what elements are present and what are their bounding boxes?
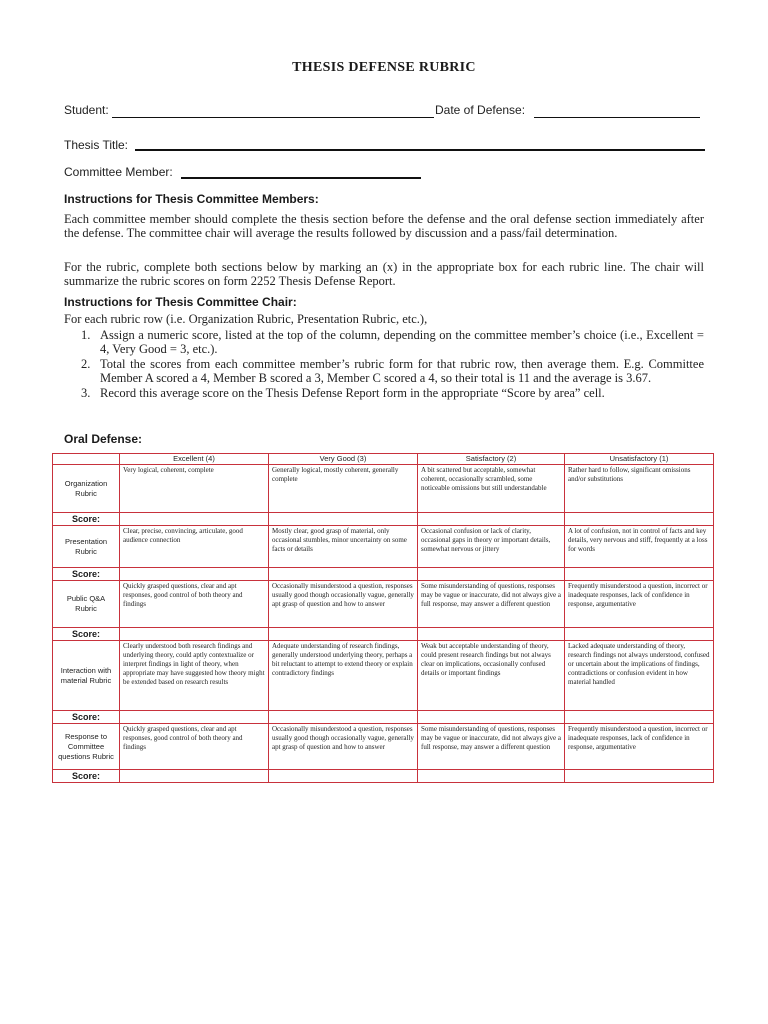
date-field[interactable] (534, 117, 700, 118)
table-row (53, 581, 714, 628)
score-cell[interactable] (418, 628, 565, 641)
rubric-cell[interactable]: Generally logical, mostly coherent, generally complete (269, 465, 418, 513)
score-row (53, 770, 714, 783)
score-cell[interactable] (565, 628, 714, 641)
score-label: Score: (53, 711, 120, 724)
rubric-cell[interactable]: Weak but acceptable understanding of theory, could present research findings but not always clear on implications, occasionally confused details or important findings (418, 641, 565, 711)
score-row (53, 568, 714, 581)
row-label-response-to-committee: Response to Committee questions Rubric (53, 724, 120, 770)
step-text: Record this average score on the Thesis Defense Report form in the appropriate “Score by area” cell. (100, 386, 605, 400)
score-cell[interactable] (120, 628, 269, 641)
score-cell[interactable] (269, 770, 418, 783)
table-row (53, 641, 714, 711)
step-text: Total the scores from each committee member’s rubric form for that rubric row, then average them. E.g. Committee Member A scored a 4, Member B scored a 3, Member C scored a 4, so their total is 11 and the average is 3.67. (100, 357, 704, 385)
score-cell[interactable] (565, 770, 714, 783)
committee-member-field[interactable] (181, 177, 421, 179)
step-text: Assign a numeric score, listed at the top of the column, depending on the committee member’s choice (i.e., Excellent = 4, Very Good = 3, etc.). (100, 328, 704, 356)
rubric-cell[interactable]: Occasionally misunderstood a question, responses usually good though occasionally vague, generally apt grasp of question and how to answer (269, 724, 418, 770)
rubric-cell[interactable]: Adequate understanding of research findings, generally understood underlying theory, perhaps a bit reluctant to attempt to extend theory or explain contradictory findings (269, 641, 418, 711)
rubric-cell[interactable]: Occasionally misunderstood a question, responses usually good though occasionally vague, generally apt grasp of question and how to answer (269, 581, 418, 628)
rubric-cell[interactable]: Lacked adequate understanding of theory, research findings not always understood, confused or uncertain about the implications of findings, contradictions or confusion evident in how material handled (565, 641, 714, 711)
corner-cell (53, 454, 120, 465)
step-number: 1. (81, 328, 91, 342)
score-label: Score: (53, 568, 120, 581)
members-instructions-para2: For the rubric, complete both sections below by marking an (x) in the appropriate box for each rubric line. The chair will summarize the rubric scores on form 2252 Thesis Defense Report. (64, 260, 704, 288)
chair-step (81, 329, 704, 356)
score-cell[interactable] (418, 568, 565, 581)
rubric-cell[interactable]: Occasional confusion or lack of clarity, occasional gaps in theory or important details, somewhat nervous or jittery (418, 526, 565, 568)
score-label: Score: (53, 628, 120, 641)
chair-steps-list (81, 329, 704, 403)
student-label: Student: (64, 103, 109, 117)
rubric-cell[interactable]: Quickly grasped questions, clear and apt responses, good control of both theory and findings (120, 581, 269, 628)
row-label-interaction: Interaction with material Rubric (53, 641, 120, 711)
column-header-unsatisfactory: Unsatisfactory (1) (565, 454, 714, 465)
score-row (53, 711, 714, 724)
score-row (53, 513, 714, 526)
student-field[interactable] (112, 117, 434, 118)
rubric-cell[interactable]: Rather hard to follow, significant omissions and/or substitutions (565, 465, 714, 513)
score-cell[interactable] (120, 770, 269, 783)
score-cell[interactable] (269, 628, 418, 641)
row-label-public-qa: Public Q&A Rubric (53, 581, 120, 628)
score-cell[interactable] (120, 711, 269, 724)
row-label-organization: Organization Rubric (53, 465, 120, 513)
chair-step (81, 358, 704, 385)
thesis-title-label: Thesis Title: (64, 138, 129, 152)
score-label: Score: (53, 513, 120, 526)
column-header-satisfactory: Satisfactory (2) (418, 454, 565, 465)
score-cell[interactable] (565, 711, 714, 724)
committee-member-label: Committee Member: (64, 165, 173, 179)
rubric-cell[interactable]: Frequently misunderstood a question, incorrect or inadequate responses, lack of confidence in response, argumentative (565, 724, 714, 770)
rubric-cell[interactable]: Some misunderstanding of questions, responses may be vague or inaccurate, did not always give a full response, may answer a different question (418, 581, 565, 628)
score-cell[interactable] (565, 513, 714, 526)
step-number: 3. (81, 386, 91, 400)
thesis-title-field[interactable] (135, 149, 705, 151)
rubric-cell[interactable]: Very logical, coherent, complete (120, 465, 269, 513)
table-row (53, 465, 714, 513)
table-header-row (53, 454, 714, 465)
row-label-presentation: Presentation Rubric (53, 526, 120, 568)
score-cell[interactable] (120, 568, 269, 581)
rubric-cell[interactable]: A lot of confusion, not in control of facts and key details, very nervous and stiff, frequently at a loss for words (565, 526, 714, 568)
table-row (53, 526, 714, 568)
step-number: 2. (81, 357, 91, 371)
score-cell[interactable] (418, 770, 565, 783)
date-label: Date of Defense: (435, 103, 526, 117)
members-instructions-heading: Instructions for Thesis Committee Members: (64, 192, 319, 206)
document-title: THESIS DEFENSE RUBRIC (292, 60, 476, 75)
oral-defense-rubric-table (52, 453, 714, 783)
score-label: Score: (53, 770, 120, 783)
score-cell[interactable] (418, 513, 565, 526)
chair-instructions-heading: Instructions for Thesis Committee Chair: (64, 295, 297, 309)
score-cell[interactable] (269, 513, 418, 526)
rubric-cell[interactable]: Some misunderstanding of questions, responses may be vague or inaccurate, did not always give a full response, may answer a different question (418, 724, 565, 770)
column-header-excellent: Excellent (4) (120, 454, 269, 465)
rubric-cell[interactable]: Quickly grasped questions, clear and apt responses, good control of both theory and findings (120, 724, 269, 770)
members-instructions-para1: Each committee member should complete the thesis section before the defense and the oral defense section immediately after the defense. The committee chair will average the results followed by discussion and a pass/fail determination. (64, 212, 704, 240)
score-cell[interactable] (120, 513, 269, 526)
score-row (53, 628, 714, 641)
rubric-cell[interactable]: Clearly understood both research findings and underlying theory, could aptly contextualize or interpret findings in light of theory, when appropriate may have suggested how theory might be extended based on research results (120, 641, 269, 711)
score-cell[interactable] (418, 711, 565, 724)
chair-instructions-intro: For each rubric row (i.e. Organization Rubric, Presentation Rubric, etc.), (64, 312, 428, 326)
rubric-cell[interactable]: Frequently misunderstood a question, incorrect or inadequate responses, lack of confidence in response, argumentative (565, 581, 714, 628)
table-row (53, 724, 714, 770)
score-cell[interactable] (565, 568, 714, 581)
rubric-cell[interactable]: Mostly clear, good grasp of material, only occasional stumbles, minor uncertainty on some facts or details (269, 526, 418, 568)
rubric-cell[interactable]: Clear, precise, convincing, articulate, good audience connection (120, 526, 269, 568)
score-cell[interactable] (269, 711, 418, 724)
rubric-cell[interactable]: A bit scattered but acceptable, somewhat coherent, occasionally scrambled, some noticeable omissions but still understandable (418, 465, 565, 513)
oral-defense-heading: Oral Defense: (64, 432, 143, 446)
column-header-very-good: Very Good (3) (269, 454, 418, 465)
score-cell[interactable] (269, 568, 418, 581)
chair-step (81, 387, 704, 401)
